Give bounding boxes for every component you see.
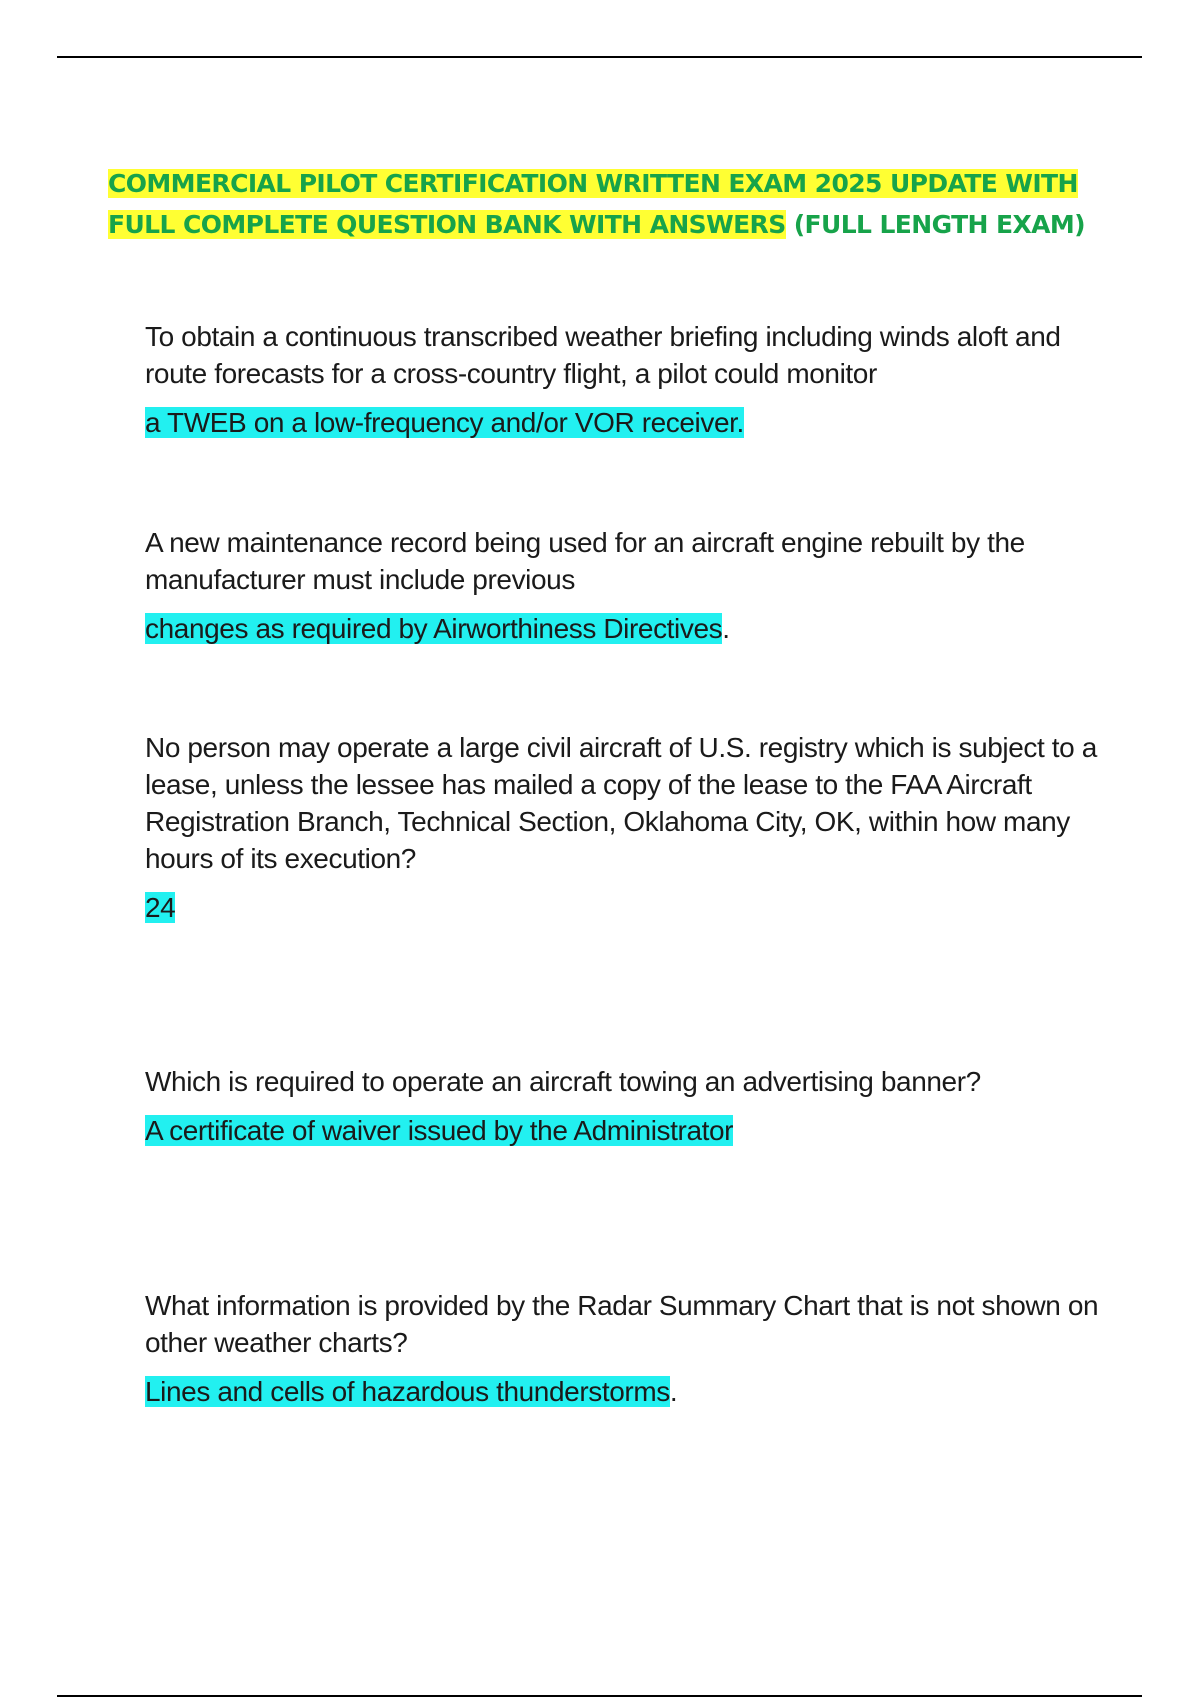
question-text: No person may operate a large civil aircraft of U.S. registry which is subject to a lease, unless the lessee has mailed a copy of the lease to the FAA Aircraft Registration Branch, Technical Section, Oklahoma City, OK, within how many hours of its execution?	[145, 732, 1097, 874]
question-block	[145, 1063, 1125, 1150]
question-text: To obtain a continuous transcribed weather briefing including winds aloft and route forecasts for a cross-country flight, a pilot could monitor	[145, 321, 1061, 389]
question-text: A new maintenance record being used for an aircraft engine rebuilt by the manufacturer must include previous	[145, 527, 1025, 595]
question-text: What information is provided by the Radar Summary Chart that is not shown on other weather charts?	[145, 1290, 1099, 1358]
answer-highlight: a TWEB on a low-frequency and/or VOR receiver.	[145, 407, 744, 438]
answer-highlight: Lines and cells of hazardous thunderstorms	[145, 1376, 670, 1407]
document-title-suffix: (FULL LENGTH EXAM)	[785, 210, 1085, 239]
answer-text	[145, 404, 1125, 442]
question-block	[145, 1287, 1125, 1411]
question-block	[145, 524, 1125, 648]
question-text: Which is required to operate an aircraft towing an advertising banner?	[145, 1066, 981, 1097]
answer-text	[145, 610, 1125, 648]
answer-text	[145, 889, 1125, 927]
top-rule	[57, 56, 1142, 58]
question-block	[145, 729, 1125, 927]
document-title	[108, 163, 1118, 245]
question-block	[145, 318, 1125, 442]
answer-highlight: A certificate of waiver issued by the Administrator	[145, 1115, 734, 1146]
answer-highlight: 24	[145, 892, 176, 923]
answer-suffix: .	[722, 613, 730, 644]
bottom-rule	[57, 1695, 1142, 1697]
answer-text	[145, 1112, 1125, 1150]
document-title-highlighted: COMMERCIAL PILOT CERTIFICATION WRITTEN EXAM 2025 UPDATE WITH FULL COMPLETE QUESTION BANK WITH ANSWERS	[108, 169, 1078, 239]
answer-suffix: .	[669, 1376, 678, 1407]
answer-highlight: changes as required by Airworthiness Directives	[145, 613, 723, 644]
answer-text	[145, 1373, 1125, 1411]
